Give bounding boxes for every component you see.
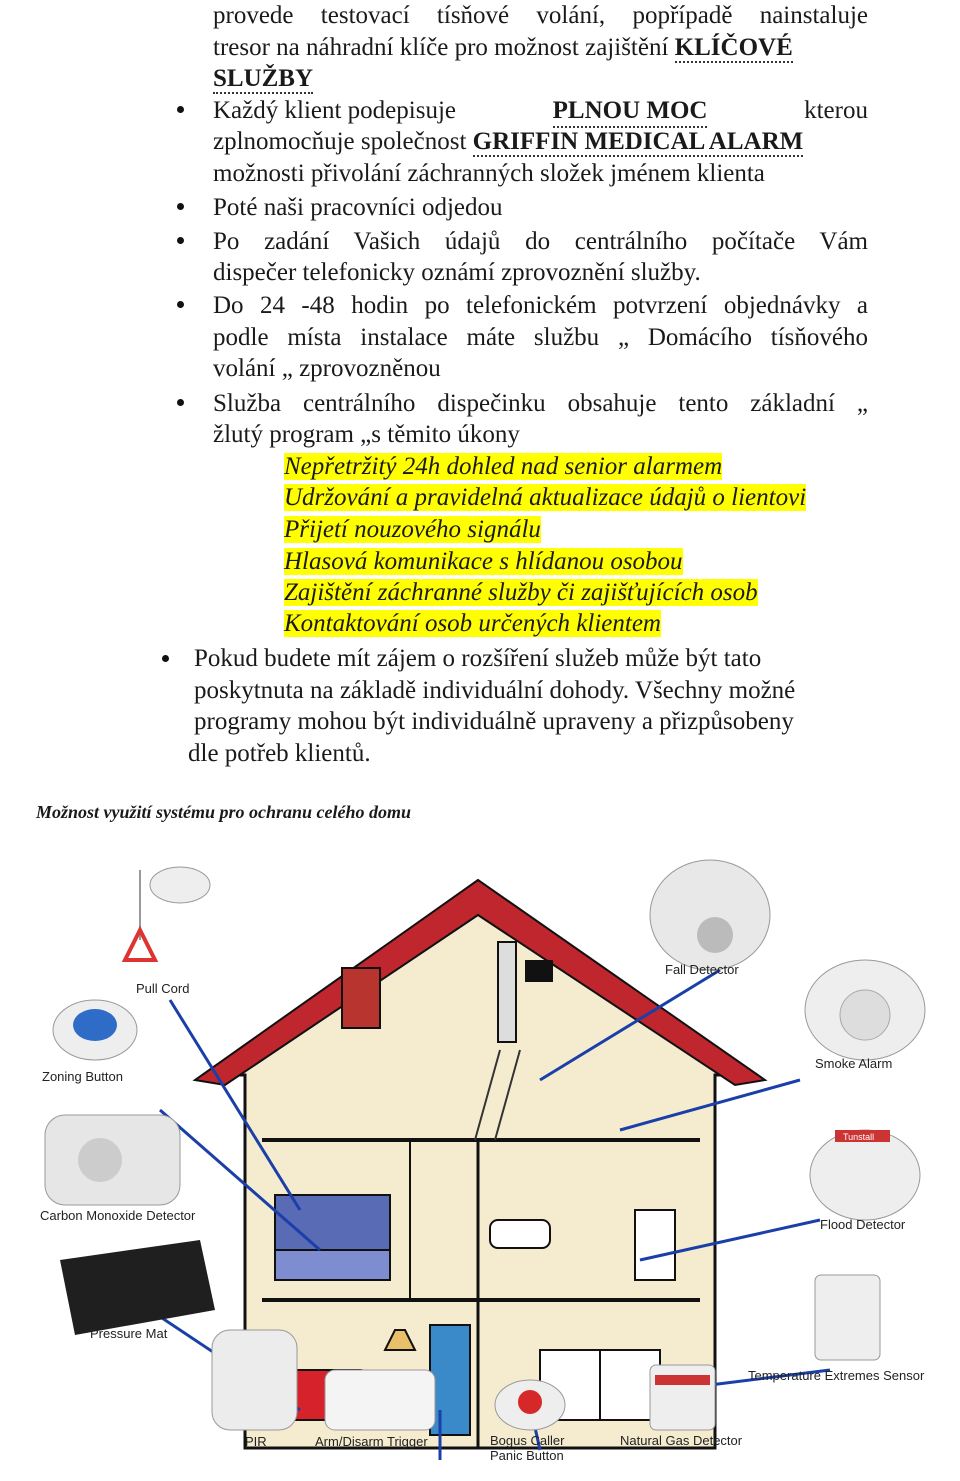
label-pir: PIR xyxy=(245,1434,267,1449)
label-fall-detector: Fall Detector xyxy=(665,962,739,977)
label-temp-sensor: Temperature Extremes Sensor xyxy=(748,1368,925,1383)
text-line: možnosti přivolání záchranných složek jménem klienta xyxy=(213,160,765,187)
pull-cord-picture xyxy=(125,867,210,960)
temp-sensor-picture xyxy=(815,1275,880,1360)
pressure-mat-picture xyxy=(60,1240,215,1335)
gas-detector-picture xyxy=(650,1365,715,1430)
pir-picture xyxy=(212,1330,297,1430)
label-panic-button: Panic Button xyxy=(490,1448,564,1463)
text-line: Poté naši pracovníci odjedou xyxy=(213,194,503,221)
text-line: programy mohou být individuálně upraveny a přizpůsobeny xyxy=(194,708,794,735)
text-line: tresor na náhradní klíče pro možnost zajištění KLÍČOVÉ xyxy=(213,34,793,61)
label-flood-detector: Flood Detector xyxy=(820,1217,906,1232)
text-line: Po zadání Vašich údajů do centrálního počítače Vám xyxy=(213,228,868,255)
flood-detector-picture xyxy=(810,1130,920,1220)
bullet-dot xyxy=(177,399,184,406)
program-item: Hlasová komunikace s hlídanou osobou xyxy=(284,548,683,575)
text-line: zplnomocňuje společnost GRIFFIN MEDICAL ALARM xyxy=(213,128,804,155)
bullet-dot xyxy=(162,655,169,662)
program-item: Nepřetržitý 24h dohled nad senior alarmem xyxy=(284,453,723,480)
bullet-dot xyxy=(177,106,184,113)
arm-trigger-picture xyxy=(325,1370,435,1430)
text-line: dispečer telefonicky oznámí zprovoznění služby. xyxy=(213,259,701,286)
emphasis-keyword: PLNOU MOC xyxy=(553,95,708,128)
text-line: podle místa instalace máte službu „ Domácího tísňového xyxy=(213,324,868,351)
program-item: Přijetí nouzového signálu xyxy=(284,516,541,543)
program-item: Kontaktování osob určených klientem xyxy=(284,610,661,637)
chimney xyxy=(342,968,380,1028)
program-item: Udržování a pravidelná aktualizace údajů o lientovi xyxy=(284,484,807,511)
bathtub xyxy=(490,1220,550,1248)
label-arm-trigger: Arm/Disarm Trigger xyxy=(315,1434,428,1449)
smoke-alarm-picture xyxy=(805,960,925,1060)
figure-caption: Možnost využití systému pro ochranu celého domu xyxy=(36,802,412,822)
program-item: Zajištění záchranné služby či zajišťujících osob xyxy=(284,579,758,606)
label-pull-cord: Pull Cord xyxy=(136,981,190,996)
text-line: Do 24 -48 hodin po telefonickém potvrzení objednávky a xyxy=(213,292,868,319)
front-door xyxy=(430,1325,470,1435)
bullet-dot xyxy=(177,301,184,308)
text-line xyxy=(213,63,313,94)
text-line: dle potřeb klientů. xyxy=(188,740,371,767)
emphasis-keyword: KLÍČOVÉ xyxy=(674,34,793,61)
text-line: provede testovací tísňové volání, popřípadě nainstaluje xyxy=(213,2,868,29)
emphasis-keyword: SLUŽBY xyxy=(213,65,314,92)
bogus-caller-picture xyxy=(495,1380,565,1430)
label-co-detector: Carbon Monoxide Detector xyxy=(40,1208,196,1223)
text-line: poskytnuta na základě individuální dohody. Všechny možné xyxy=(194,677,796,704)
flood-detector-brand: Tunstall xyxy=(843,1132,875,1142)
co-detector-picture xyxy=(45,1115,180,1205)
text-line: Služba centrálního dispečinku obsahuje tento základní „ xyxy=(213,390,868,417)
zoning-button-picture xyxy=(53,1000,137,1060)
fall-detector-picture xyxy=(650,860,770,970)
label-gas-detector: Natural Gas Detector xyxy=(620,1433,743,1448)
text-line: Pokud budete mít zájem o rozšíření služeb může být tato xyxy=(194,645,762,672)
label-bogus-caller: Bogus Caller xyxy=(490,1433,565,1448)
text-line: Každý klient podepisuje PLNOU MOC kterou xyxy=(213,95,868,128)
label-smoke-alarm: Smoke Alarm xyxy=(815,1056,893,1071)
text-line: žlutý program „s těmito úkony xyxy=(213,421,520,448)
label-zoning-button: Zoning Button xyxy=(42,1069,123,1084)
emphasis-keyword: GRIFFIN MEDICAL ALARM xyxy=(472,128,804,155)
bullet-dot xyxy=(177,237,184,244)
label-pressure-mat: Pressure Mat xyxy=(90,1326,168,1341)
bullet-dot xyxy=(177,203,184,210)
house-illustration xyxy=(0,830,960,1481)
text-line: volání „ zprovozněnou xyxy=(213,355,441,382)
